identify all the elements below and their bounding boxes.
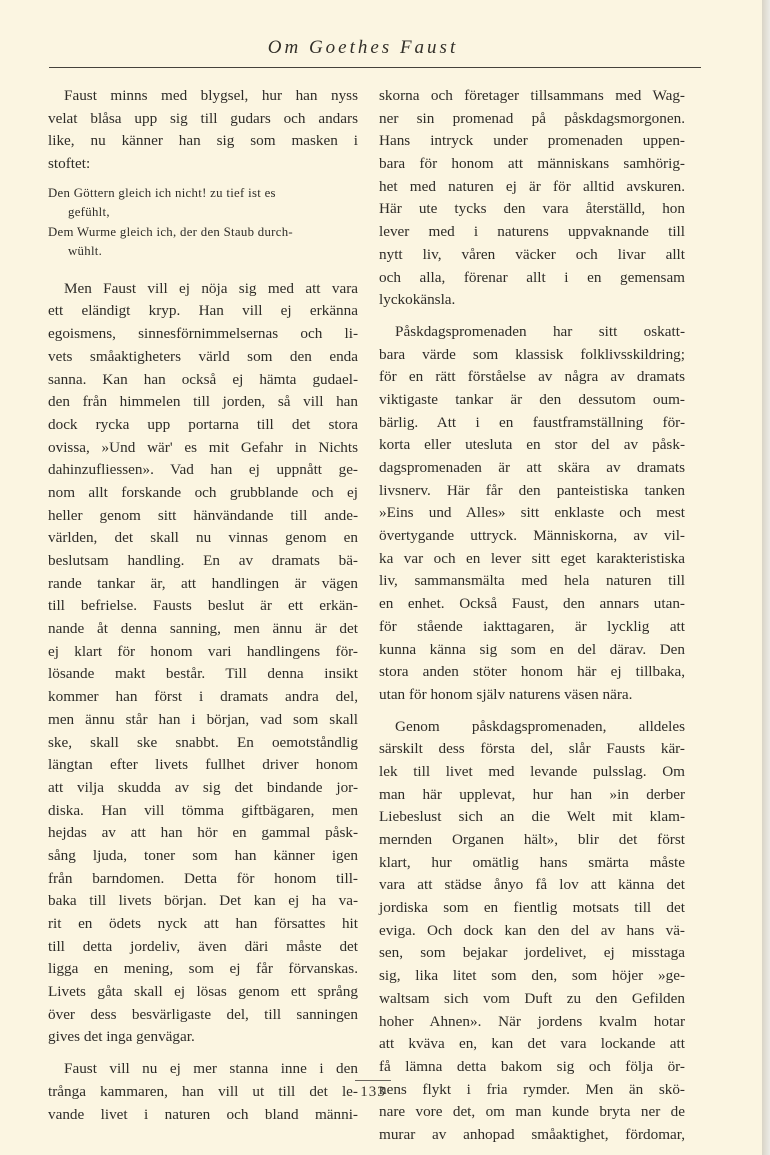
footer-rule (355, 1080, 391, 1081)
text-line: heller genom sitt hänvändande till ande- (48, 506, 358, 524)
text-line: waltsam sich vom Duft zu den Gefilden (379, 989, 685, 1007)
paragraph (48, 278, 358, 1049)
text-line: mernden Organen hält», blir det först (379, 831, 685, 848)
text-line: nens flykt i fria rymder. Men än skö- (379, 1080, 685, 1098)
paragraph (48, 1058, 358, 1126)
text-line: nom allt forskande och grubblande och ej (48, 483, 358, 501)
text-line: sång ljuda, toner som han känner igen (48, 846, 358, 864)
verse-line-continuation: wühlt. (68, 244, 103, 259)
verse-line: Dem Wurme gleich ich, der den Staub durch- (48, 224, 293, 239)
text-line: vande livet i naturen och bland männi- (48, 1105, 358, 1123)
text-line: och alla, förenar allt i en gemensam (379, 268, 685, 286)
text-line: klart, hur omätlig hans smärta måste (379, 853, 685, 871)
text-line: Faust minns med blygsel, hur han nyss (64, 87, 358, 104)
text-line: Faust vill nu ej mer stanna inne i den (64, 1060, 358, 1078)
text-line: korta eller utesluta en stor del av påsk- (379, 436, 685, 454)
text-line: en enhet. Också Faust, den annars utan- (379, 595, 685, 613)
text-line: egoismens, sinnesförnimmelsernas och li- (48, 325, 358, 343)
text-line: vets småaktigheters värld som den enda (48, 347, 358, 365)
text-line: hoher Ahnen». När jordens kvalm hotar (379, 1012, 685, 1030)
text-line: sen, som bejakar jordelivet, ej misstaga (379, 944, 685, 962)
text-line: Hans intryck under promenaden uppen- (379, 132, 685, 150)
text-line: Genom påskdagspromenaden, alldeles (395, 717, 685, 735)
text-line: ske, skall ske snabbt. En oemotståndlig (48, 733, 358, 751)
text-line: den från himmelen till jorden, så vill han (48, 393, 358, 411)
text-line: ner sin promenad på påskdagsmorgonen. (379, 109, 685, 127)
text-line: få lämna detta bakom sig och följa ör- (379, 1057, 685, 1075)
text-line: till detta jordeliv, även däri måste det (48, 937, 358, 955)
text-line: liv, sammansmälta med hela naturen till (379, 572, 685, 590)
text-line: men ännu står han i början, vad som skall (48, 710, 358, 728)
text-line: jordiska som en fientlig motsats till det (379, 899, 685, 917)
text-line: »Eins und Alles» sitt enklaste och mest (379, 504, 685, 522)
text-line: vara att städse ånyo få lov att känna det (379, 876, 685, 894)
text-line: skorna och företager tillsammans med Wag- (379, 87, 685, 104)
paragraph (379, 85, 685, 312)
text-line: att kväva en, kan det vara lockande att (379, 1035, 685, 1053)
text-line: nande åt denna sanning, men ännu är det (48, 620, 358, 638)
text-line: hejdas av att han hör en gammal påsk- (48, 824, 358, 842)
text-line: kommer han först i dramats andra del, (48, 688, 358, 706)
text-line: bärlig. Att i en faustframställning för- (379, 413, 685, 431)
text-line: man här upplevat, hur han »in derber (379, 785, 685, 803)
paragraph-spacing (379, 707, 685, 716)
text-line: ett eländigt kryp. Han vill ej erkänna (48, 302, 358, 320)
text-line: från barndomen. Detta för honom till- (48, 869, 358, 887)
paragraph-spacing (48, 1049, 358, 1058)
paragraph (379, 321, 685, 707)
text-line: lyckokänsla. (379, 291, 456, 309)
text-line: ligga en mening, som ej får förvanskas. (48, 960, 358, 978)
text-line: dahinzufliessen». Vad han ej uppnått ge- (48, 461, 358, 479)
text-line: ej klart för honom vari handlingens för- (48, 642, 358, 660)
text-line: het med naturen ej är för alltid avskuren. (379, 177, 685, 195)
text-line: bara för honom att människans samhörig- (379, 155, 685, 173)
text-line: särskilt dess första del, slår Fausts kär- (379, 740, 685, 758)
verse-line-continuation: gefühlt, (68, 205, 110, 220)
text-line: över dess besvärligaste del, till sanningen (48, 1005, 358, 1023)
left-column (48, 85, 358, 1126)
text-line: ka var och en lever sitt eget karakteristiska (379, 549, 685, 567)
text-line: dock rycka upp portarna till det stora (48, 415, 358, 433)
header-rule (49, 67, 701, 68)
text-line: utan för honom själv naturens väsen nära. (379, 685, 633, 703)
text-line: till befrielse. Fausts beslut är ett erkän- (48, 597, 358, 615)
text-line: beslutsam handling. En av dramats bä- (48, 552, 358, 569)
text-line: stora anden stöter honom här ej tillbaka, (379, 663, 685, 681)
verse-quotation (48, 184, 358, 262)
text-line: rit en ödets nyck att han försattes hit (48, 915, 358, 932)
text-line: murar av anhopad småaktighet, fördomar, (379, 1125, 685, 1143)
text-line: velat blåsa upp sig till gudars och andars (48, 109, 358, 127)
text-line: lever med i naturens uppvaknande till (379, 223, 685, 241)
text-line: Här ute tycks den vara återställd, hon (379, 200, 685, 218)
text-line: längtan efter livets fullhet driver honom (48, 756, 358, 774)
text-line: nytt liv, våren väcker och livar allt (379, 245, 685, 263)
paragraph (379, 716, 685, 1147)
text-line: baka till livets början. Det kan ej ha va- (48, 892, 358, 910)
text-line: diska. Han vill tömma giftbägaren, men (48, 801, 358, 819)
verse-line: Den Göttern gleich ich nicht! zu tief ist es (48, 185, 276, 200)
text-line: trånga kammaren, han vill ut till det le- (48, 1082, 358, 1100)
text-line: viktigaste tankar är den dessutom oum- (379, 390, 685, 408)
text-line: Liebeslust sich an die Welt mit klam- (379, 808, 685, 826)
running-head: Om Goethes Faust (267, 37, 459, 58)
text-line: övertygande uttryck. Människorna, av vil- (379, 527, 685, 545)
text-line: världen, det skall nu vinnas genom en (48, 529, 358, 547)
text-line: att vilja skudda av sig det bindande jor- (48, 778, 358, 796)
page-edge-shadow (762, 0, 770, 1155)
text-line: like, nu känner han sig som masken i (48, 132, 358, 150)
paragraph (48, 85, 358, 176)
paragraph-spacing (379, 312, 685, 321)
text-line: lösande makt består. Till denna insikt (48, 665, 358, 683)
text-line: Men Faust vill ej nöja sig med att vara (64, 279, 358, 297)
text-line: för en rätt förståelse av några av dramats (379, 368, 685, 386)
page-number: 133 (360, 1084, 386, 1100)
text-line: nare vore det, om man kunde bryta ner de (379, 1103, 685, 1121)
text-line: lek till livet med levande pulsslag. Om (379, 762, 685, 780)
text-line: bara värde som klassisk folklivsskildring; (379, 345, 685, 363)
text-line: sanna. Kan han också ej hämta gudael- (48, 370, 358, 388)
text-line: rande tankar är, att handlingen är vägen (48, 574, 358, 592)
text-line: sig, lika litet som den, som höjer »ge- (379, 967, 685, 985)
text-line: eviga. Och dock kan den del av hans vä- (379, 921, 685, 939)
right-column (379, 85, 685, 1147)
text-line: Påskdagspromenaden har sitt oskatt- (395, 322, 685, 340)
text-line: livsnerv. Här får den panteistiska tanken (379, 481, 685, 499)
text-line: ovissa, »Und wär' es mit Gefahr in Nichts (48, 438, 358, 456)
text-line: stoftet: (48, 155, 91, 173)
text-line: kunna känna sig som en del därav. Den (379, 640, 685, 658)
text-line: gives det inga genvägar. (48, 1028, 195, 1046)
text-line: Livets gåta skall ej lösas genom ett språng (48, 983, 358, 1001)
text-line: dagspromenaden är att skära av dramats (379, 459, 685, 476)
text-line: för stående iakttagaren, är lycklig att (379, 617, 685, 635)
